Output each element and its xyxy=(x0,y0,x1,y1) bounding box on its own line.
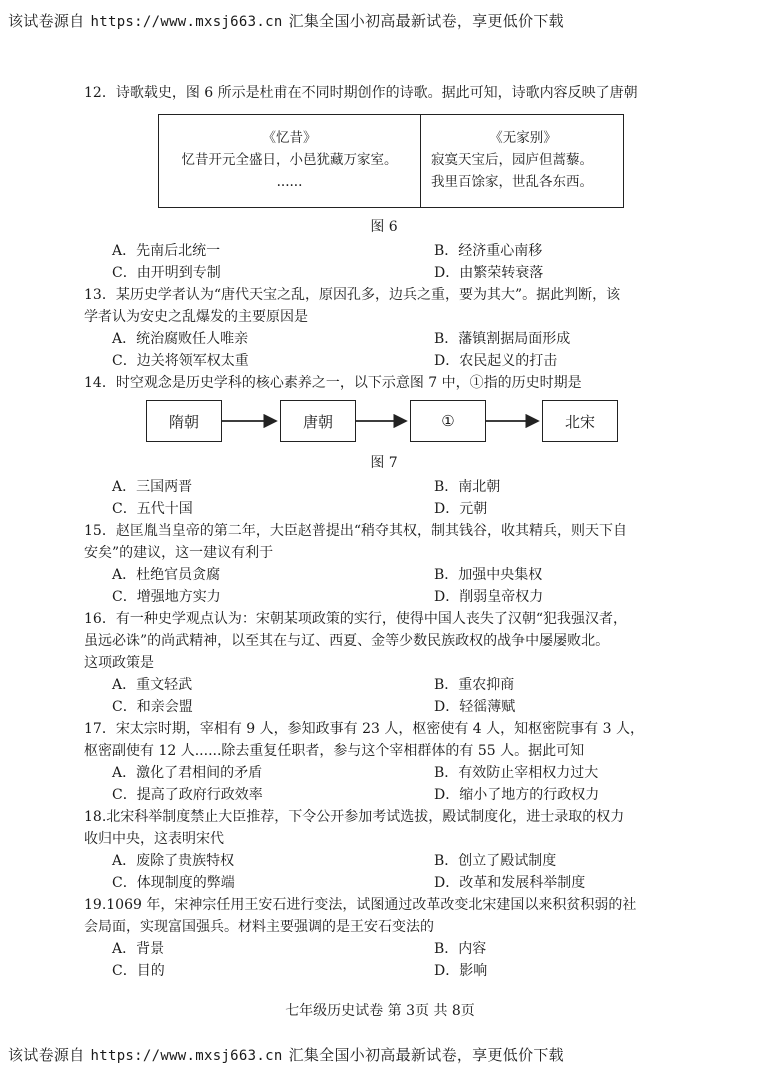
figure-7-caption: 图 7 xyxy=(370,455,398,471)
option-d: D．农民起义的打击 xyxy=(434,353,558,369)
poem-line: 忆昔开元全盛日，小邑犹藏万家室。 xyxy=(181,152,398,168)
question-16 xyxy=(84,608,684,674)
option-d: D．由繁荣转衰落 xyxy=(434,265,544,281)
option-b: B．加强中央集权 xyxy=(434,567,543,583)
option-a: A．统治腐败任人唯亲 xyxy=(112,331,249,347)
question-14-options xyxy=(84,476,684,520)
question-13 xyxy=(84,284,684,328)
option-d: D．改革和发展科举制度 xyxy=(434,875,586,891)
option-d: D．元朝 xyxy=(434,501,488,517)
timeline-box-tang: 唐朝 xyxy=(280,400,356,442)
poem-title: 《忆昔》 xyxy=(262,130,317,146)
exam-content xyxy=(84,82,684,982)
timeline-box-sui: 隋朝 xyxy=(146,400,222,442)
option-a: A．激化了君相间的矛盾 xyxy=(112,765,263,781)
option-a: A．先南后北统一 xyxy=(112,243,221,259)
banner-left-text: 该试卷源自 xyxy=(8,1046,85,1064)
banner-url-link[interactable]: https://www.mxsj663.cn xyxy=(90,1048,283,1064)
option-c: C．提高了政府行政效率 xyxy=(112,787,263,803)
question-stem: 虽远必诛”的尚武精神，以至其在与辽、西夏、金等少数民族政权的战争中屡屡败北。 xyxy=(84,633,610,649)
page-footer: 七年级历史试卷 第 3页 共 8页 xyxy=(285,1003,475,1019)
poem-title: 《无家别》 xyxy=(489,130,557,146)
option-a: A．背景 xyxy=(112,941,165,957)
option-c: C．目的 xyxy=(112,963,165,979)
question-18-options xyxy=(84,850,684,894)
option-b: B．重农抑商 xyxy=(434,677,515,693)
timeline-arrows xyxy=(84,400,684,444)
figure-6-poem-table xyxy=(158,114,624,208)
header-source-banner xyxy=(8,10,752,31)
option-b: B．经济重心南移 xyxy=(434,243,543,259)
option-d: D．缩小了地方的行政权力 xyxy=(434,787,600,803)
footer-source-banner xyxy=(8,1044,752,1065)
poem-line: 寂寞天宝后，园庐但蒿藜。 xyxy=(431,152,593,168)
option-c: C．增强地方实力 xyxy=(112,589,221,605)
option-a: A．杜绝官员贪腐 xyxy=(112,567,221,583)
question-stem: 16．有一种史学观点认为：宋朝某项政策的实行，使得中国人丧失了汉朝“犯我强汉者， xyxy=(84,611,627,627)
option-c: C．边关将领军权太重 xyxy=(112,353,249,369)
option-b: B．内容 xyxy=(434,941,487,957)
question-stem: 收归中央，这表明宋代 xyxy=(84,831,224,847)
question-stem: 19.1069 年，宋神宗任用王安石进行变法，试图通过改革改变北宋建国以来积贫积弱的社 xyxy=(84,897,637,913)
figure-7-timeline-diagram xyxy=(84,400,684,444)
option-c: C．体现制度的弊端 xyxy=(112,875,235,891)
question-15 xyxy=(84,520,684,564)
option-d: D．影响 xyxy=(434,963,488,979)
question-stem: 枢密副使有 12 人......除去重复任职者，参与这个宰相群体的有 55 人。据此可知 xyxy=(84,743,585,759)
question-13-options xyxy=(84,328,684,372)
option-b: B．有效防止宰相权力过大 xyxy=(434,765,599,781)
option-d: D．轻徭薄赋 xyxy=(434,699,516,715)
option-b: B．创立了殿试制度 xyxy=(434,853,557,869)
question-stem: 18.北宋科举制度禁止大臣推荐，下令公开参加考试选拔，殿试制度化，进士录取的权力 xyxy=(84,809,625,825)
poem-line: 我里百馀家，世乱各东西。 xyxy=(431,174,593,190)
timeline-box-beisong: 北宋 xyxy=(542,400,618,442)
question-12 xyxy=(84,82,684,104)
option-c: C．五代十国 xyxy=(112,501,193,517)
question-stem: 12．诗歌载史，图 6 所示是杜甫在不同时期创作的诗歌。据此可知，诗歌内容反映了唐朝 xyxy=(84,85,638,101)
question-19-options xyxy=(84,938,684,982)
option-b: B．南北朝 xyxy=(434,479,501,495)
option-c: C．由开明到专制 xyxy=(112,265,221,281)
question-14 xyxy=(84,372,684,394)
question-stem: 安矣”的建议，这一建议有利于 xyxy=(84,545,274,561)
question-stem: 15．赵匡胤当皇帝的第二年，大臣赵普提出“稍夺其权，制其钱谷，收其精兵，则天下自 xyxy=(84,523,627,539)
option-a: A．重文轻武 xyxy=(112,677,193,693)
option-a: A．废除了贵族特权 xyxy=(112,853,235,869)
question-15-options xyxy=(84,564,684,608)
option-a: A．三国两晋 xyxy=(112,479,193,495)
banner-right-text: 汇集全国小初高最新试卷，享更低价下载 xyxy=(288,12,564,30)
banner-url-link[interactable]: https://www.mxsj663.cn xyxy=(90,14,283,30)
option-d: D．削弱皇帝权力 xyxy=(434,589,544,605)
question-12-options xyxy=(84,240,684,284)
question-19 xyxy=(84,894,684,938)
poem-line: ...... xyxy=(276,174,303,190)
question-stem: 会局面，实现富国强兵。材料主要强调的是王安石变法的 xyxy=(84,919,434,935)
banner-left-text: 该试卷源自 xyxy=(8,12,85,30)
option-b: B．藩镇割据局面形成 xyxy=(434,331,571,347)
poem-yixi xyxy=(159,115,421,207)
question-stem: 13．某历史学者认为“唐代天宝之乱，原因孔多，边兵之重，要为其大”。据此判断，该 xyxy=(84,287,621,303)
question-17-options xyxy=(84,762,684,806)
question-stem: 学者认为安史之乱爆发的主要原因是 xyxy=(84,309,308,325)
timeline-box-unknown: ① xyxy=(410,400,486,442)
figure-6-caption: 图 6 xyxy=(370,219,398,235)
question-stem: 17．宋太宗时期，宰相有 9 人，参知政事有 23 人，枢密使有 4 人，知枢密院事有 3 人， xyxy=(84,721,644,737)
question-stem: 这项政策是 xyxy=(84,655,154,671)
poem-wujiabie xyxy=(421,115,623,207)
option-c: C．和亲会盟 xyxy=(112,699,193,715)
question-17 xyxy=(84,718,684,762)
question-18 xyxy=(84,806,684,850)
banner-right-text: 汇集全国小初高最新试卷，享更低价下载 xyxy=(288,1046,564,1064)
question-16-options xyxy=(84,674,684,718)
question-stem: 14．时空观念是历史学科的核心素养之一，以下示意图 7 中，①指的历史时期是 xyxy=(84,375,582,391)
